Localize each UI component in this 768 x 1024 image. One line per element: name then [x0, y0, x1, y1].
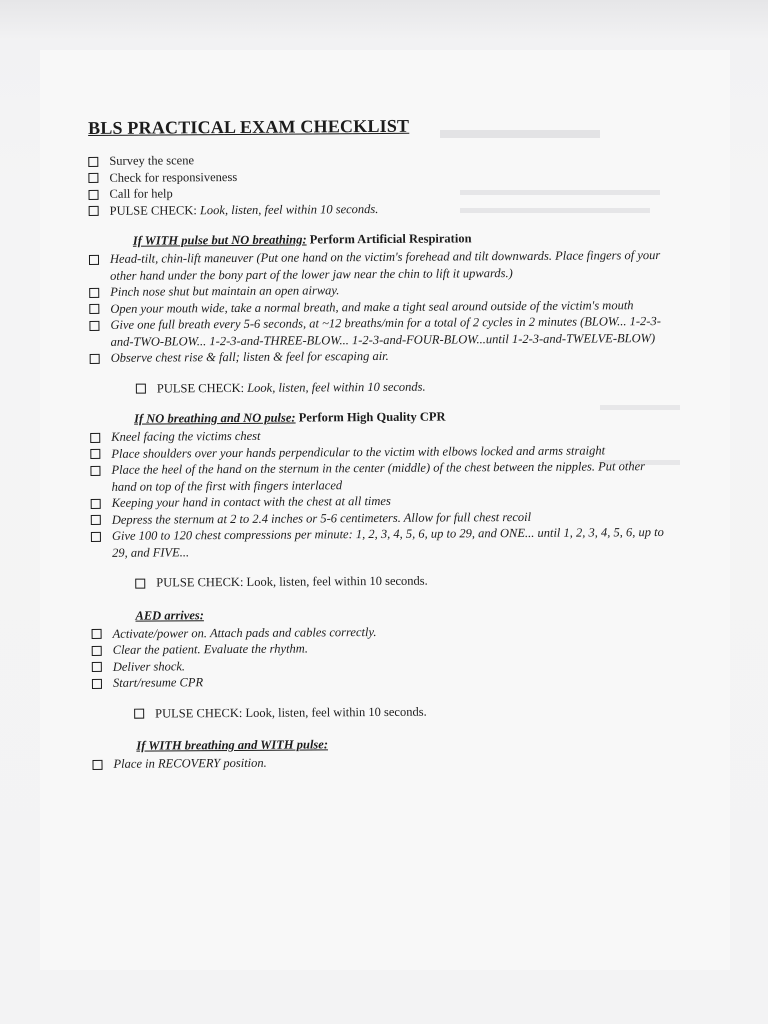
checkbox-icon[interactable] [90, 449, 100, 459]
list-item: Place the heel of the hand on the sternum in the center (middle) of the chest between the nipples. Put other hand on top of the first with fingers interlaced [90, 458, 670, 495]
list-item: Keeping your hand in contact with the chest at all times [91, 491, 671, 512]
pulse-check-item: PULSE CHECK: Look, listen, feel within 10 seconds. [134, 701, 672, 721]
aed-steps [92, 621, 672, 691]
checkbox-icon[interactable] [92, 662, 102, 672]
checkbox-icon[interactable] [89, 287, 99, 297]
checkbox-icon[interactable] [89, 206, 99, 216]
list-item: Give one full breath every 5-6 seconds, at ~12 breaths/min for a total of 2 cycles in 2 minutes (BLOW... 1-2-3-and-TWO-BLOW... 1-2-3-and-THREE-BLOW... 1-2-3-and-FOUR-BLOW...until 1-2-3-and-TWELVE-BLOW) [89, 313, 669, 350]
checkbox-icon[interactable] [88, 156, 98, 166]
checkbox-icon[interactable] [92, 629, 102, 639]
list-item: Kneel facing the victims chest [90, 425, 670, 446]
list-item: Pinch nose shut but maintain an open airway. [89, 280, 669, 301]
checkbox-icon[interactable] [134, 709, 144, 719]
pulse-check-list [136, 376, 670, 396]
checkbox-icon[interactable] [91, 498, 101, 508]
list-item: Give 100 to 120 chest compressions per minute: 1, 2, 3, 4, 5, 6, up to 29, and ONE... until 1, 2, 3, 4, 5, 6, up to 29, and FIVE... [91, 524, 671, 561]
list-item: Deliver shock. [92, 654, 672, 675]
pulse-check-item: PULSE CHECK: Look, listen, feel within 10 seconds. [135, 571, 671, 591]
checkbox-icon[interactable] [92, 759, 102, 769]
list-item: Head-tilt, chin-lift maneuver (Put one hand on the victim's forehead and tilt downwards. Place fingers of your other hand under the bony part of the lower jaw near the chin to lift it upwards.) [89, 247, 669, 284]
list-item: Depress the sternum at 2 to 2.4 inches or 5-6 centimeters. Allow for full chest recoil [91, 507, 671, 528]
list-item: Survey the scene [88, 149, 668, 170]
artificial-respiration-steps [89, 247, 670, 367]
section-heading-aed-arrives: AED arrives: [135, 607, 204, 623]
list-item: Start/resume CPR [92, 671, 672, 692]
pulse-check-list [135, 571, 671, 591]
page-title: BLS PRACTICAL EXAM CHECKLIST [88, 115, 410, 138]
cpr-steps [90, 425, 671, 561]
checkbox-icon[interactable] [91, 531, 101, 541]
list-item: Place in RECOVERY position. [92, 752, 672, 773]
list-item: Call for help [88, 182, 668, 203]
checklist-content [88, 114, 673, 773]
checkbox-icon[interactable] [88, 189, 98, 199]
list-item: Clear the patient. Evaluate the rhythm. [92, 638, 672, 659]
intro-checklist [88, 149, 668, 219]
checkbox-icon[interactable] [92, 645, 102, 655]
checkbox-icon[interactable] [88, 173, 98, 183]
checkbox-icon[interactable] [89, 254, 99, 264]
section-heading-with-breathing-with-pulse: If WITH breathing and WITH pulse: [136, 737, 329, 753]
checkbox-icon[interactable] [90, 353, 100, 363]
checkbox-icon[interactable] [89, 320, 99, 330]
list-item: Observe chest rise & fall; listen & feel for escaping air. [90, 346, 670, 367]
checkbox-icon[interactable] [136, 384, 146, 394]
checkbox-icon[interactable] [89, 304, 99, 314]
checkbox-icon[interactable] [90, 432, 100, 442]
list-item: Place shoulders over your hands perpendicular to the victim with elbows locked and arms straight [90, 441, 670, 462]
list-item: Check for responsiveness [88, 165, 668, 186]
list-item: Activate/power on. Attach pads and cables correctly. [92, 621, 672, 642]
pulse-check-list [134, 701, 672, 721]
section-heading-high-quality-cpr: If NO breathing and NO pulse: Perform High Quality CPR [134, 409, 446, 426]
checkbox-icon[interactable] [135, 578, 145, 588]
checkbox-icon[interactable] [90, 465, 100, 475]
checkbox-icon[interactable] [91, 515, 101, 525]
section-heading-artificial-respiration: If WITH pulse but NO breathing: Perform Artificial Respiration [132, 231, 472, 248]
list-item: Open your mouth wide, take a normal breath, and make a tight seal around outside of the victim's mouth [89, 296, 669, 317]
pulse-check-item: PULSE CHECK: Look, listen, feel within 10 seconds. [136, 376, 670, 396]
pulse-check-item: PULSE CHECK: Look, listen, feel within 10 seconds. [89, 198, 669, 219]
checkbox-icon[interactable] [92, 678, 102, 688]
